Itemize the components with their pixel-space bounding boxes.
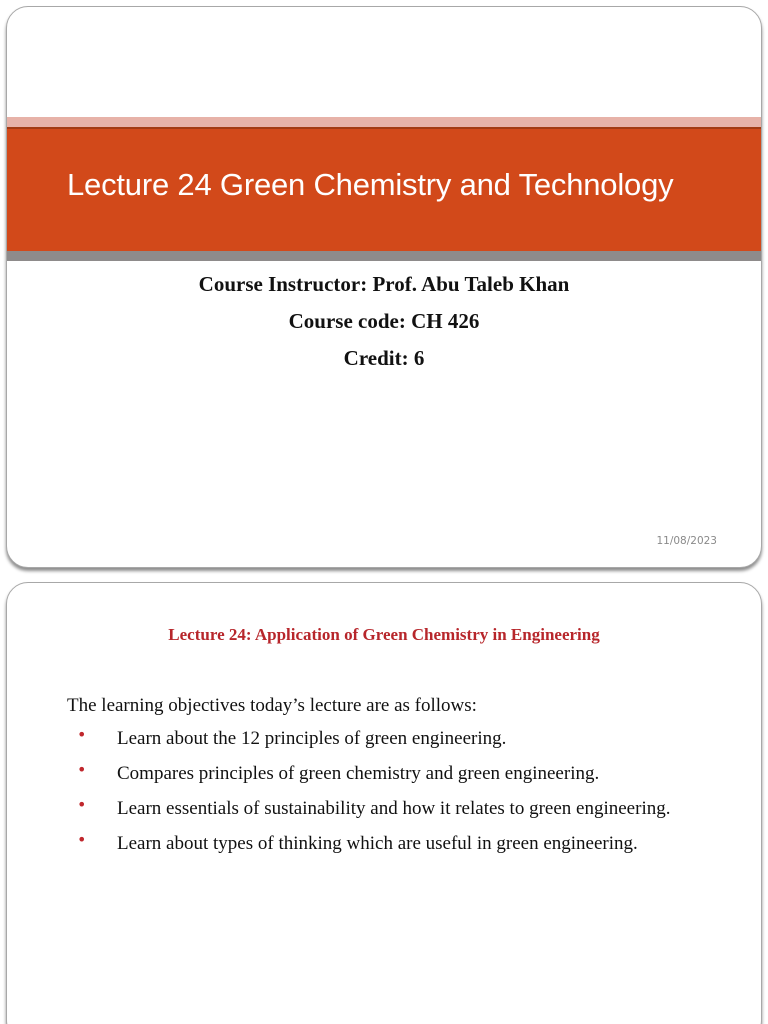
title-slide bbox=[6, 6, 762, 568]
objectives-intro: The learning objectives today’s lecture are as follows: bbox=[67, 695, 477, 716]
objectives-list bbox=[67, 725, 722, 865]
bullet-icon: • bbox=[77, 795, 87, 814]
course-instructor: Course Instructor: Prof. Abu Taleb Khan bbox=[198, 272, 570, 296]
bullet-text: Learn essentials of sustainability and how it relates to green engineering. bbox=[117, 798, 671, 819]
list-item bbox=[67, 830, 722, 858]
objectives-slide bbox=[6, 582, 762, 1024]
title-band-bottom-stripe bbox=[7, 251, 761, 261]
bullet-icon: • bbox=[77, 760, 87, 779]
list-item bbox=[67, 795, 722, 823]
bullet-text: Compares principles of green chemistry and green engineering. bbox=[117, 763, 600, 784]
bullet-icon: • bbox=[77, 830, 87, 849]
slide-date: 11/08/2023 bbox=[656, 535, 717, 547]
bullet-text: Learn about the 12 principles of green engineering. bbox=[117, 728, 507, 749]
course-code: Course code: CH 426 bbox=[288, 309, 480, 333]
course-credit: Credit: 6 bbox=[343, 346, 425, 370]
objectives-heading: Lecture 24: Application of Green Chemistry in Engineering bbox=[168, 625, 600, 644]
list-item bbox=[67, 760, 722, 788]
bullet-icon: • bbox=[77, 725, 87, 744]
list-item bbox=[67, 725, 722, 753]
lecture-title: Lecture 24 Green Chemistry and Technology bbox=[67, 167, 674, 202]
bullet-text: Learn about types of thinking which are useful in green engineering. bbox=[117, 833, 638, 854]
title-band-top-stripe bbox=[7, 117, 761, 127]
